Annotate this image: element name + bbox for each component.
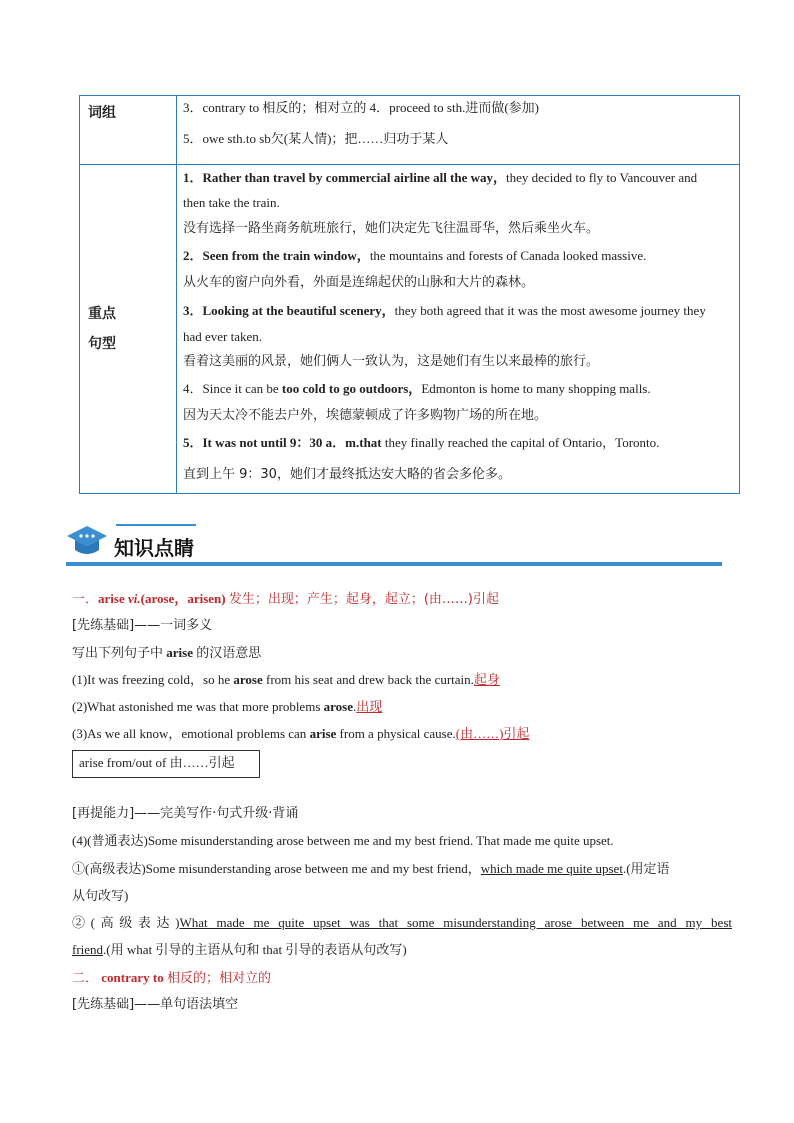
sentence-label [80, 165, 177, 494]
q3-answer: (由……)引起 [455, 726, 530, 741]
sentence-2-rest: the mountains and forests of Canada looked massive. [369, 248, 647, 263]
sentence-4-cn: 因为天太冷不能去户外，埃德蒙顿成了许多购物广场的所在地。 [183, 408, 548, 423]
a2-pre: ②(高级表达) [72, 915, 180, 930]
answer-2-cont [72, 940, 732, 960]
instruction-post: 的汉语意思 [196, 646, 262, 661]
sentence-1-rest: they decided to fly to Vancouver and [506, 170, 698, 185]
question-2 [72, 697, 732, 718]
q1-answer: 起身 [473, 673, 500, 688]
item1-meaning: 发生；出现；产生；起身，起立；(由……)引起 [228, 592, 499, 607]
item1-heading [72, 589, 732, 610]
question-1 [72, 670, 732, 691]
answer-2 [72, 913, 732, 933]
a1-pre: ①(高级表达)Some misunderstanding arose between me and my best friend， [72, 861, 481, 876]
a2-answer: What made me quite upset was that some misunderstanding arose between me and my best [179, 915, 732, 930]
sentence-1-cont: then take the train. [183, 195, 280, 210]
q2-answer: 出现 [356, 700, 383, 715]
answer-1 [72, 859, 732, 879]
vocab-table [79, 95, 740, 494]
item1-pos: vi. [127, 591, 141, 606]
phrase-content [177, 96, 740, 165]
sentence-content [177, 165, 740, 494]
sentence-2-bold: 2．Seen from the train window， [183, 248, 370, 263]
item1-base-label: [先练基础]——一词多义 [72, 618, 213, 633]
q2-pre: (2)What astonished me was that more problems [72, 699, 321, 714]
question-4: (4)(普通表达)Some misunderstanding arose between me and my best friend. That made me quite upset. [72, 833, 614, 848]
sentence-label-line-2: 句型 [88, 336, 116, 352]
sentence-5-cn: 直到上午 9：30，她们才最终抵达安大略的省会多伦多。 [183, 467, 511, 482]
sentence-row [80, 165, 740, 494]
item2-number: 二． [72, 970, 99, 985]
a2-post: .(用 what 引导的主语从句和 that 引导的表语从句改写) [103, 942, 407, 957]
sentence-3-rest: they both agreed that it was the most awesome journey they [394, 303, 706, 318]
section-title: 知识点睛 [114, 536, 194, 560]
q1-post: from his seat and drew back the curtain. [265, 672, 474, 687]
phrase-label: 词组 [80, 96, 177, 165]
sentence-5-rest: they finally reached the capital of Ontario，Toronto. [384, 435, 660, 450]
sentence-3-cn: 看着这美丽的风景，她们俩人一致认为，这是她们有生以来最棒的旅行。 [183, 354, 600, 369]
sentence-1 [183, 165, 733, 191]
a1-answer: which made me quite upset [480, 861, 623, 876]
a1-post: .(用定语 [622, 861, 670, 876]
q3-pre: (3)As we all know，emotional problems can [72, 726, 307, 741]
q3-bold: arise [309, 726, 337, 741]
sentence-4-rest: Edmonton is home to many shopping malls. [421, 381, 651, 396]
item1-forms: (arose，arisen) [140, 591, 226, 606]
section-divider [66, 562, 722, 566]
sentence-3 [183, 297, 733, 325]
sentence-2-cn: 从火车的窗户向外看，外面是连绵起伏的山脉和大片的森林。 [183, 275, 535, 290]
a2-answer-cont: friend [72, 942, 104, 957]
sentence-4-pre: 4．Since it can be [183, 381, 279, 396]
sentence-2 [183, 243, 733, 269]
phrase-line-1: 3．contrary to 相反的；相对立的 4．proceed to sth.进而做(参加) [183, 100, 540, 115]
sentence-5-bold: 5．It was not until 9：30 a．m.that [183, 435, 382, 450]
q2-post: . [353, 699, 357, 714]
phrase-line-2: 5．owe sth.to sb欠(某人情)；把……归功于某人 [183, 131, 449, 146]
item1-instruction [72, 643, 732, 664]
sentence-5 [183, 429, 733, 457]
arise-box-text: arise from/out of 由……引起 [79, 755, 235, 770]
section-header [66, 522, 722, 568]
item1-ability-label: [再提能力]——完美写作·句式升级·背诵 [72, 806, 299, 821]
instruction-pre: 写出下列句子中 [72, 646, 164, 661]
q1-bold: arose [233, 672, 263, 687]
q2-bold: arose [323, 699, 354, 714]
answer-1-cont: 从句改写) [72, 888, 129, 903]
item1-number: 一． [72, 591, 99, 606]
q1-pre: (1)It was freezing cold，so he [72, 672, 231, 687]
graduation-cap-icon [66, 524, 108, 560]
sentence-1-bold: 1．Rather than travel by commercial airline all the way， [183, 170, 507, 185]
phrase-row [80, 96, 740, 165]
item2-base-label: [先练基础]——单句语法填空 [72, 997, 239, 1012]
item2-meaning: 相反的；相对立的 [166, 971, 271, 986]
title-overline [116, 524, 196, 526]
item1-word: arise [98, 591, 125, 606]
item2-word: contrary to [101, 970, 164, 985]
q3-post: from a physical cause. [339, 726, 456, 741]
question-3 [72, 724, 732, 744]
sentence-label-line-1: 重点 [88, 306, 116, 322]
sentence-1-cn: 没有选择一路坐商务航班旅行，她们决定先飞往温哥华，然后乘坐火车。 [183, 221, 600, 236]
item2-heading [72, 968, 732, 989]
sentence-4-bold: too cold to go outdoors， [281, 381, 422, 396]
arise-box [72, 750, 260, 778]
instruction-word: arise [166, 645, 193, 660]
sentence-4 [183, 375, 733, 403]
sentence-3-bold: 3．Looking at the beautiful scenery， [183, 303, 395, 318]
sentence-3-cont: had ever taken. [183, 329, 263, 344]
